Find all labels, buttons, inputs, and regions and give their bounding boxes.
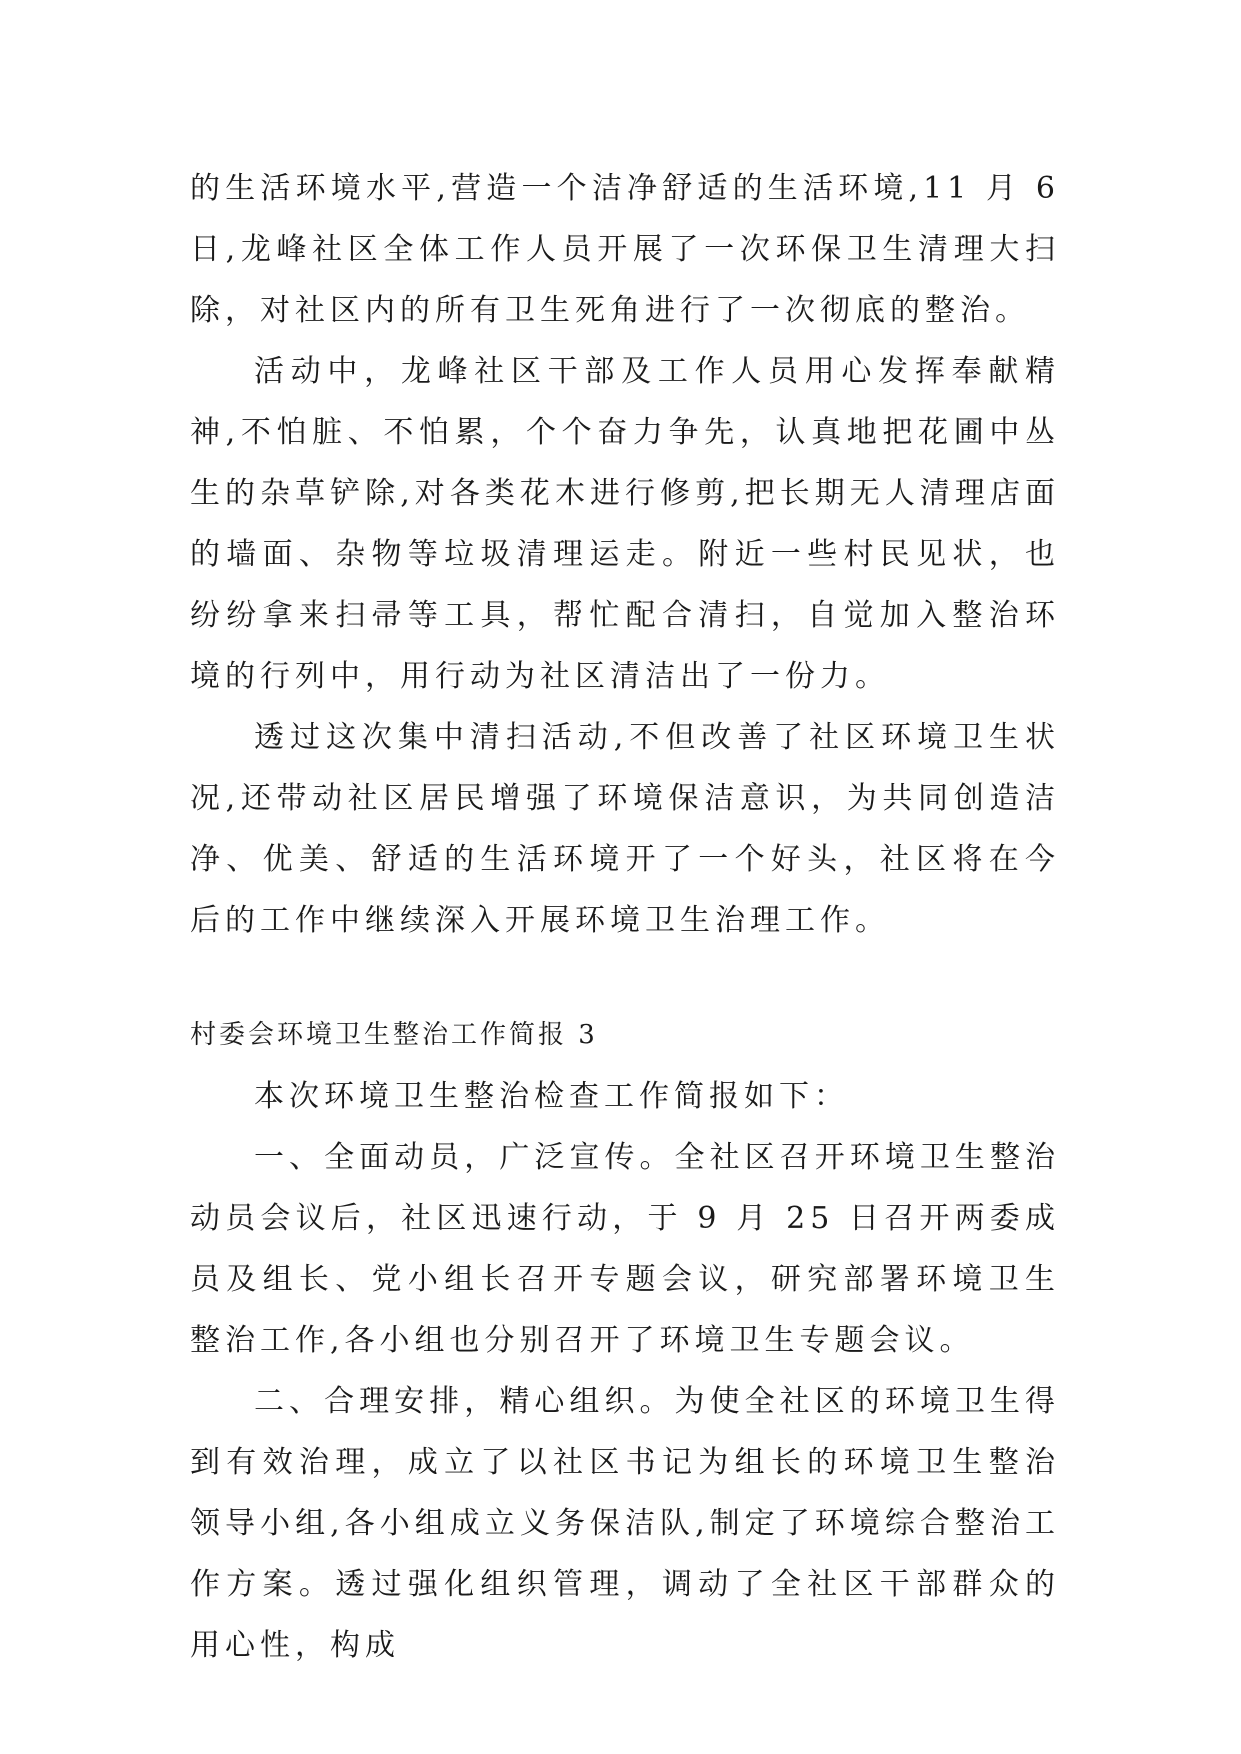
document-body (190, 158, 1060, 1676)
paragraph-activity: 活动中，龙峰社区干部及工作人员用心发挥奉献精神,不怕脏、不怕累，个个奋力争先，认真地把花圃中丛生的杂草铲除,对各类花木进行修剪,把长期无人清理店面的墙面、杂物等垃圾清理运走。附近一些村民见状，也纷纷拿来扫帚等工具，帮忙配合清扫，自觉加入整治环境的行列中，用行动为社区清洁出了一份力。 (190, 354, 1060, 694)
paragraph-result: 透过这次集中清扫活动,不但改善了社区环境卫生状况,还带动社区居民增强了环境保洁意识，为共同创造洁净、优美、舒适的生活环境开了一个好头，社区将在今后的工作中继续深入开展环境卫生治理工作。 (190, 720, 1060, 938)
section-title: 村委会环境卫生整治工作简报 3 (190, 1020, 598, 1050)
paragraph-continuation: 的生活环境水平,营造一个洁净舒适的生活环境,11 月 6 日,龙峰社区全体工作人员开展了一次环保卫生清理大扫除，对社区内的所有卫生死角进行了一次彻底的整治。 (190, 171, 1060, 328)
paragraph-intro: 本次环境卫生整治检查工作简报如下： (254, 1079, 849, 1114)
paragraph-point-1: 一、全面动员，广泛宣传。全社区召开环境卫生整治动员会议后，社区迅速行动，于 9 月 25 日召开两委成员及组长、党小组长召开专题会议，研究部署环境卫生整治工作,各小组也分别召开了环境卫生专题会议。 (190, 1140, 1060, 1358)
paragraph-point-2: 二、合理安排，精心组织。为使全社区的环境卫生得到有效治理，成立了以社区书记为组长的环境卫生整治领导小组,各小组成立义务保洁队,制定了环境综合整治工作方案。透过强化组织管理，调动了全社区干部群众的用心性，构成 (190, 1384, 1060, 1663)
